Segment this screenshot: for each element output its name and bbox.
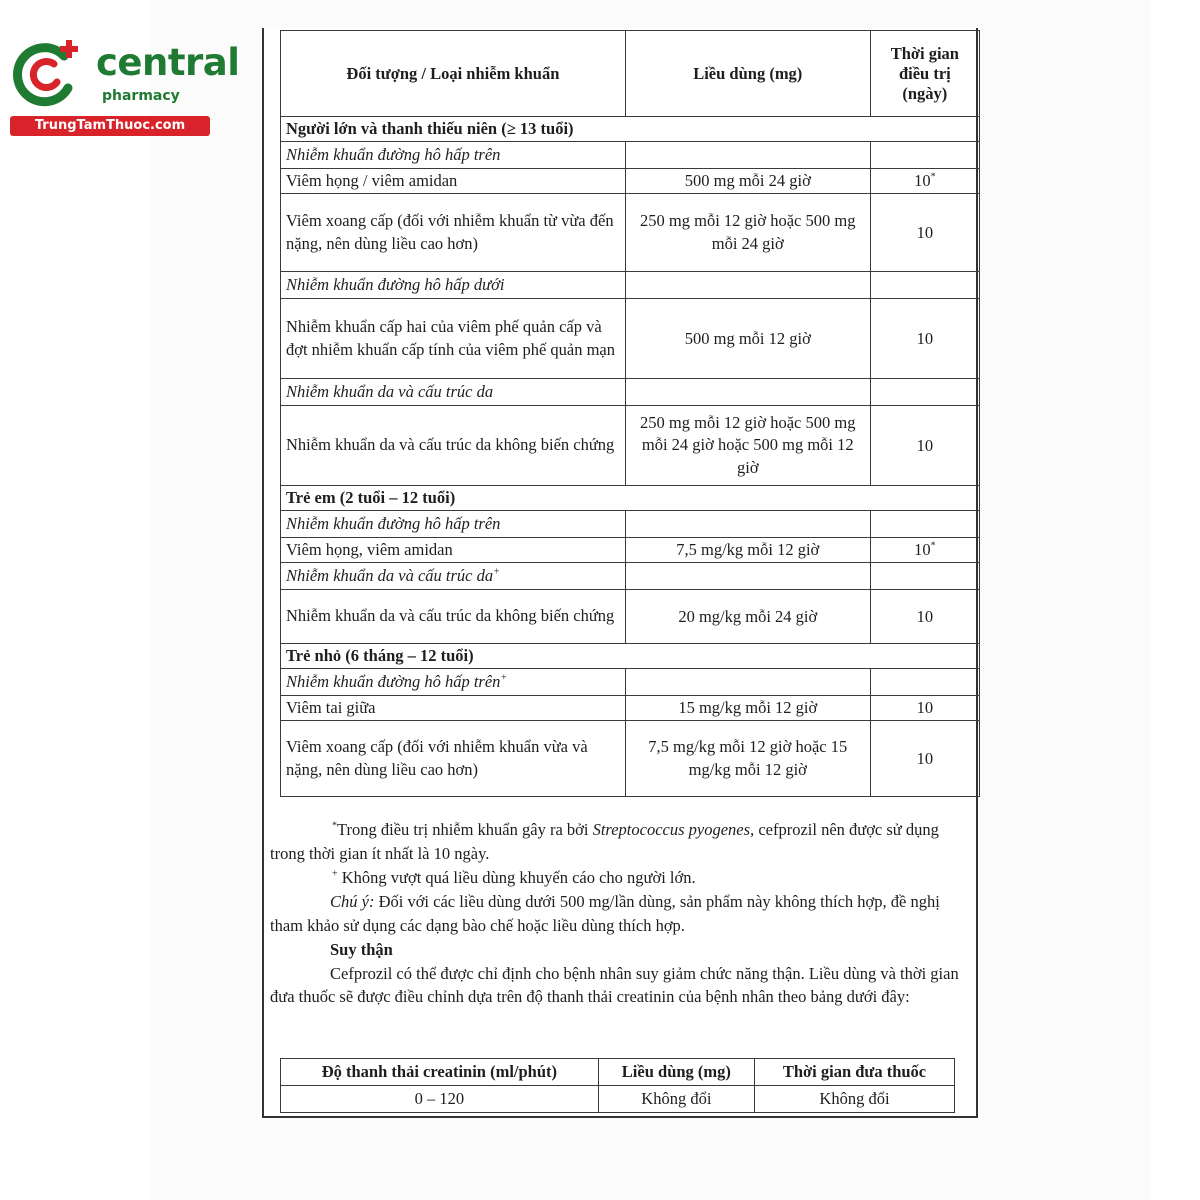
header-duration: Thời gian điều trị (ngày) xyxy=(870,31,979,117)
condition-cell: Nhiễm khuẩn da và cấu trúc da không biến chứng xyxy=(281,406,626,486)
header-dose: Liều dùng (mg) xyxy=(598,1059,754,1086)
organism-name: Streptococcus pyogenes, xyxy=(592,820,755,839)
duration-cell: 10 xyxy=(870,696,979,721)
table-row xyxy=(281,721,980,797)
dose-cell: 250 mg mỗi 12 giờ hoặc 500 mg mỗi 24 giờ hoặc 500 mg mỗi 12 giờ xyxy=(625,406,870,486)
condition-cell: Viêm xoang cấp (đối với nhiễm khuẩn từ vừa đến nặng, nên dùng liều cao hơn) xyxy=(281,194,626,272)
dose-cell: Không đổi xyxy=(598,1086,754,1113)
interval-cell: Không đổi xyxy=(754,1086,954,1113)
section-label: Nhiễm khuẩn da và cấu trúc da xyxy=(286,566,494,585)
duration-cell: 10 xyxy=(870,406,979,486)
condition-cell: Nhiễm khuẩn da và cấu trúc da không biến chứng xyxy=(281,590,626,644)
dosage-table xyxy=(280,30,980,797)
group-title: Trẻ em (2 tuổi – 12 tuổi) xyxy=(281,486,980,511)
note-label: Chú ý: xyxy=(330,891,375,911)
section-row xyxy=(281,142,980,169)
group-row xyxy=(281,644,980,669)
footnote-text: cefprozil nên được sử dụng trong thời gian ít nhất là 10 ngày. xyxy=(270,820,939,863)
header-dose: Liều dùng (mg) xyxy=(625,31,870,117)
duration-cell: 10 xyxy=(870,194,979,272)
dose-cell: 20 mg/kg mỗi 24 giờ xyxy=(625,590,870,644)
renal-dose-table xyxy=(280,1058,955,1113)
table-row xyxy=(281,590,980,644)
footnote-plus xyxy=(270,866,970,890)
footnote-mark: * xyxy=(930,171,936,183)
footnote-mark: + xyxy=(500,672,508,684)
section-name xyxy=(281,142,626,169)
dosage-table-body xyxy=(281,117,980,797)
header-creatinine: Độ thanh thải creatinin (ml/phút) xyxy=(281,1059,599,1086)
renal-paragraph: Cefprozil có thể được chỉ định cho bệnh nhân suy giảm chức năng thận. Liều dùng và thời gian đưa thuốc sẽ được điều chỉnh dựa trên độ thanh thải creatinin của bệnh nhân theo bảng dưới đây: xyxy=(270,963,959,1007)
group-row xyxy=(281,117,980,142)
footnote-mark: + xyxy=(332,868,338,880)
duration-cell: 10 xyxy=(870,721,979,797)
duration-value: 10 xyxy=(914,540,931,559)
logo-subtitle: pharmacy xyxy=(102,88,180,104)
table-row xyxy=(281,299,980,379)
duration-cell xyxy=(870,169,979,194)
footnote-mark: * xyxy=(930,540,936,552)
condition-cell: Nhiễm khuẩn cấp hai của viêm phế quản cấp và đợt nhiễm khuẩn cấp tính của viêm phế quản mạn xyxy=(281,299,626,379)
section-name xyxy=(281,669,626,696)
header-interval: Thời gian đưa thuốc xyxy=(754,1059,954,1086)
section-heading: Suy thận xyxy=(330,939,393,959)
section-label: Nhiễm khuẩn đường hô hấp trên xyxy=(286,672,501,691)
duration-cell: 10 xyxy=(870,590,979,644)
dose-cell: 15 mg/kg mỗi 12 giờ xyxy=(625,696,870,721)
note-paragraph xyxy=(270,890,970,938)
duration-cell xyxy=(870,538,979,563)
footnote-asterisk xyxy=(270,818,970,866)
dose-cell: 500 mg mỗi 12 giờ xyxy=(625,299,870,379)
dose-cell: 7,5 mg/kg mỗi 12 giờ hoặc 15 mg/kg mỗi 12 giờ xyxy=(625,721,870,797)
footnote-mark: + xyxy=(493,566,500,578)
section-name: Nhiễm khuẩn đường hô hấp dưới xyxy=(281,272,626,299)
group-title: Trẻ nhỏ (6 tháng – 12 tuổi) xyxy=(281,644,980,669)
dose-cell: 500 mg mỗi 24 giờ xyxy=(625,169,870,194)
condition-cell: Viêm tai giữa xyxy=(281,696,626,721)
group-title: Người lớn và thanh thiếu niên (≥ 13 tuổi) xyxy=(281,117,980,142)
table-row xyxy=(281,538,980,563)
table-row xyxy=(281,194,980,272)
group-row xyxy=(281,486,980,511)
pharmacy-c-icon xyxy=(10,38,82,110)
section-label: Nhiễm khuẩn đường hô hấp trên xyxy=(286,145,501,164)
section-name: Nhiễm khuẩn đường hô hấp trên xyxy=(281,511,626,538)
table-row xyxy=(281,1086,955,1113)
section-name xyxy=(281,563,626,590)
section-row xyxy=(281,272,980,299)
logo-brand: central xyxy=(96,41,240,84)
footnote-text: Trong điều trị nhiễm khuẩn gây ra bởi xyxy=(337,820,593,839)
condition-cell: Viêm họng, viêm amidan xyxy=(281,538,626,563)
duration-cell: 10 xyxy=(870,299,979,379)
section-name: Nhiễm khuẩn da và cấu trúc da xyxy=(281,379,626,406)
table-row xyxy=(281,406,980,486)
section-row xyxy=(281,511,980,538)
section-row xyxy=(281,669,980,696)
central-pharmacy-logo xyxy=(10,38,240,138)
condition-cell: Viêm họng / viêm amidan xyxy=(281,169,626,194)
condition-cell: Viêm xoang cấp (đối với nhiễm khuẩn vừa và nặng, nên dùng liều cao hơn) xyxy=(281,721,626,797)
table-row xyxy=(281,696,980,721)
dose-cell: 250 mg mỗi 12 giờ hoặc 500 mg mỗi 24 giờ xyxy=(625,194,870,272)
footnote-text: Không vượt quá liều dùng khuyến cáo cho người lớn. xyxy=(341,867,696,887)
table-row xyxy=(281,169,980,194)
dose-cell: 7,5 mg/kg mỗi 12 giờ xyxy=(625,538,870,563)
notes-section xyxy=(270,818,970,1009)
footnote-mark: * xyxy=(332,820,337,832)
note-text: Đối với các liều dùng dưới 500 mg/lần dùng, sản phẩm này không thích hợp, đề nghị tham khảo sử dụng các dạng bào chế hoặc liều dùng thích hợp. xyxy=(270,891,940,935)
creatinine-cell: 0 – 120 xyxy=(281,1086,599,1113)
section-row xyxy=(281,563,980,590)
section-row xyxy=(281,379,980,406)
logo-site-banner: TrungTamThuoc.com xyxy=(10,116,210,136)
duration-value: 10 xyxy=(914,171,931,190)
header-subject: Đối tượng / Loại nhiễm khuẩn xyxy=(281,31,626,117)
